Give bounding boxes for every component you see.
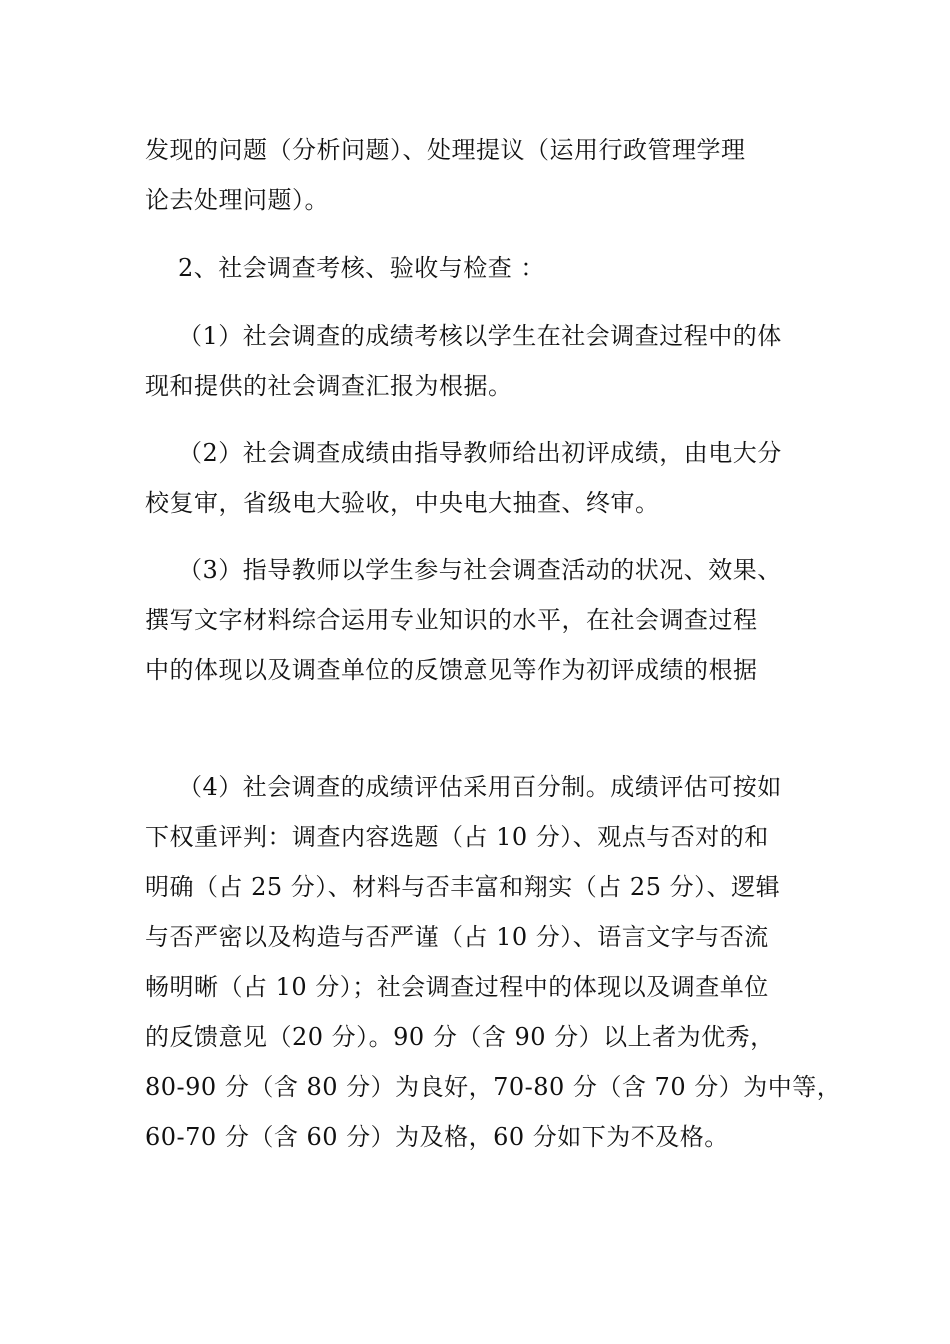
- item4-line-6: 的反馈意见（20 分）。90 分（含 90 分）以上者为优秀，: [145, 1023, 775, 1051]
- item3-line-1: （3）指导教师以学生参与社会调查活动的状况、效果、: [178, 556, 782, 584]
- item4-line-3: 明确（占 25 分）、材料与否丰富和翔实（占 25 分）、逻辑: [145, 873, 781, 901]
- item4-line-8: 60-70 分（含 60 分）为及格，60 分如下为不及格。: [145, 1123, 729, 1151]
- item3-line-3: 中的体现以及调查单位的反馈意见等作为初评成绩的根据: [145, 656, 758, 684]
- item4-line-2: 下权重评判：调查内容选题（占 10 分）、观点与否对的和: [145, 823, 769, 851]
- item1-line-2: 现和提供的社会调查汇报为根据。: [145, 372, 513, 400]
- item2-line-1: （2）社会调查成绩由指导教师给出初评成绩，由电大分: [178, 439, 782, 467]
- item2-line-2: 校复审，省级电大验收，中央电大抽查、终审。: [145, 489, 660, 517]
- intro-line-2: 论去处理问题）。: [145, 186, 329, 214]
- item4-line-4: 与否严密以及构造与否严谨（占 10 分）、语言文字与否流: [145, 923, 769, 951]
- item3-line-2: 撰写文字材料综合运用专业知识的水平，在社会调查过程: [145, 606, 758, 634]
- intro-line-1: 发现的问题（分析问题）、处理提议（运用行政管理学理: [145, 136, 746, 164]
- item4-line-1: （4）社会调查的成绩评估采用百分制。成绩评估可按如: [178, 773, 782, 801]
- item4-line-7: 80-90 分（含 80 分）为良好，70-80 分（含 70 分）为中等，: [145, 1073, 842, 1101]
- section-heading: 2、社会调查考核、验收与检查 ：: [178, 254, 545, 282]
- item1-line-1: （1）社会调查的成绩考核以学生在社会调查过程中的体: [178, 322, 782, 350]
- item4-line-5: 畅明晰（占 10 分）；社会调查过程中的体现以及调查单位: [145, 973, 769, 1001]
